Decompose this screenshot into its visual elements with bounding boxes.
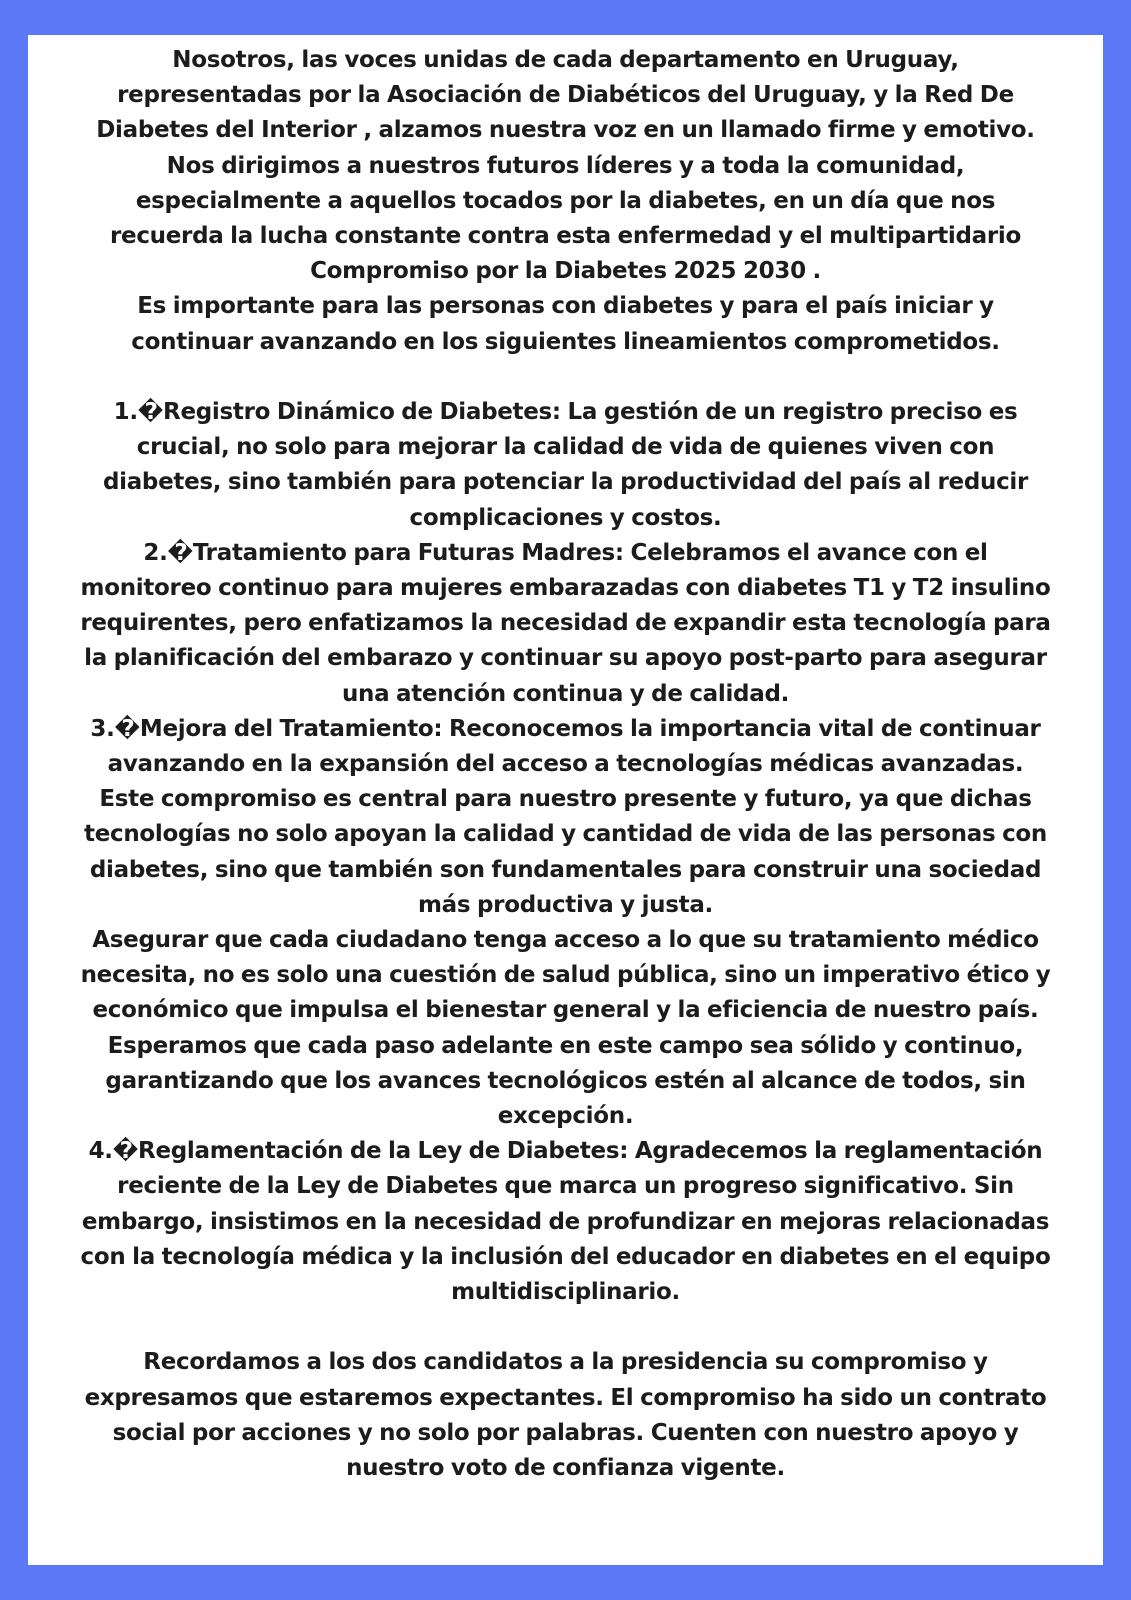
letter-page <box>28 35 1103 1565</box>
access-paragraph: Asegurar que cada ciudadano tenga acceso a lo que su tratamiento médico necesita, no es solo una cuestión de salud pública, sino un imperativo ético y económico que impulsa el bienestar general y la eficiencia de nuestro país. <box>80 927 1051 1024</box>
item-registro: 1.�Registro Dinámico de Diabetes: La gestión de un registro preciso es crucial, no solo para mejorar la calidad de vida de quienes viven con diabetes, sino también para potenciar la productividad del país al reducir complicaciones y costos. <box>102 399 1029 531</box>
letter-body <box>80 43 1051 1486</box>
item-reglamentacion: 4.�Reglamentación de la Ley de Diabetes: Agradecemos la reglamentación reciente de la Ley de Diabetes que marca un progreso significativo. Sin embargo, insistimos en la necesidad de profundizar en mejoras relacionadas con la tecnología médica y la inclusión del educador en diabetes en el equipo multidisciplinario. <box>80 1138 1051 1306</box>
spacer <box>80 1310 1051 1345</box>
address-paragraph: Nos dirigimos a nuestros futuros líderes y a toda la comunidad, especialmente a aquellos tocados por la diabetes, en un día que nos recuerda la lucha constante contra esta enfermedad y el multipartidario Compromiso por la Diabetes 2025 2030 . <box>109 152 1022 285</box>
hope-paragraph: Esperamos que cada paso adelante en este campo sea sólido y continuo, garantizando que los avances tecnológicos estén al alcance de todos, sin excepción. <box>105 1032 1026 1130</box>
item-futuras-madres: 2.�Tratamiento para Futuras Madres: Celebramos el avance con el monitoreo continuo para mujeres embarazadas con diabetes T1 y T2 insulino requirentes, pero enfatizamos la necesidad de expandir esta tecnología para la planificación del embarazo y continuar su apoyo post-parto para asegurar una atención continua y de calidad. <box>80 539 1051 707</box>
importance-paragraph: Es importante para las personas con diabetes y para el país iniciar y continuar avanzando en los siguientes lineamientos comprometidos. <box>131 293 1000 355</box>
intro-paragraph: Nosotros, las voces unidas de cada departamento en Uruguay, representadas por la Asociación de Diabéticos del Uruguay, y la Red De Diabetes del Interior , alzamos nuestra voz en un llamado firme y emotivo. <box>96 47 1035 144</box>
closing-paragraph: Recordamos a los dos candidatos a la presidencia su compromiso y expresamos que estaremos expectantes. El compromiso ha sido un contrato social por acciones y no solo por palabras. Cuenten con nuestro apoyo y nuestro voto de confianza vigente. <box>84 1349 1047 1482</box>
spacer <box>80 360 1051 395</box>
item-mejora-tratamiento: 3.�Mejora del Tratamiento: Reconocemos la importancia vital de continuar avanzando en la expansión del acceso a tecnologías médicas avanzadas. Este compromiso es central para nuestro presente y futuro, ya que dichas tecnologías no solo apoyan la calidad y cantidad de vida de las personas con diabetes, sino que también son fundamentales para construir una sociedad más productiva y justa. <box>84 715 1047 918</box>
